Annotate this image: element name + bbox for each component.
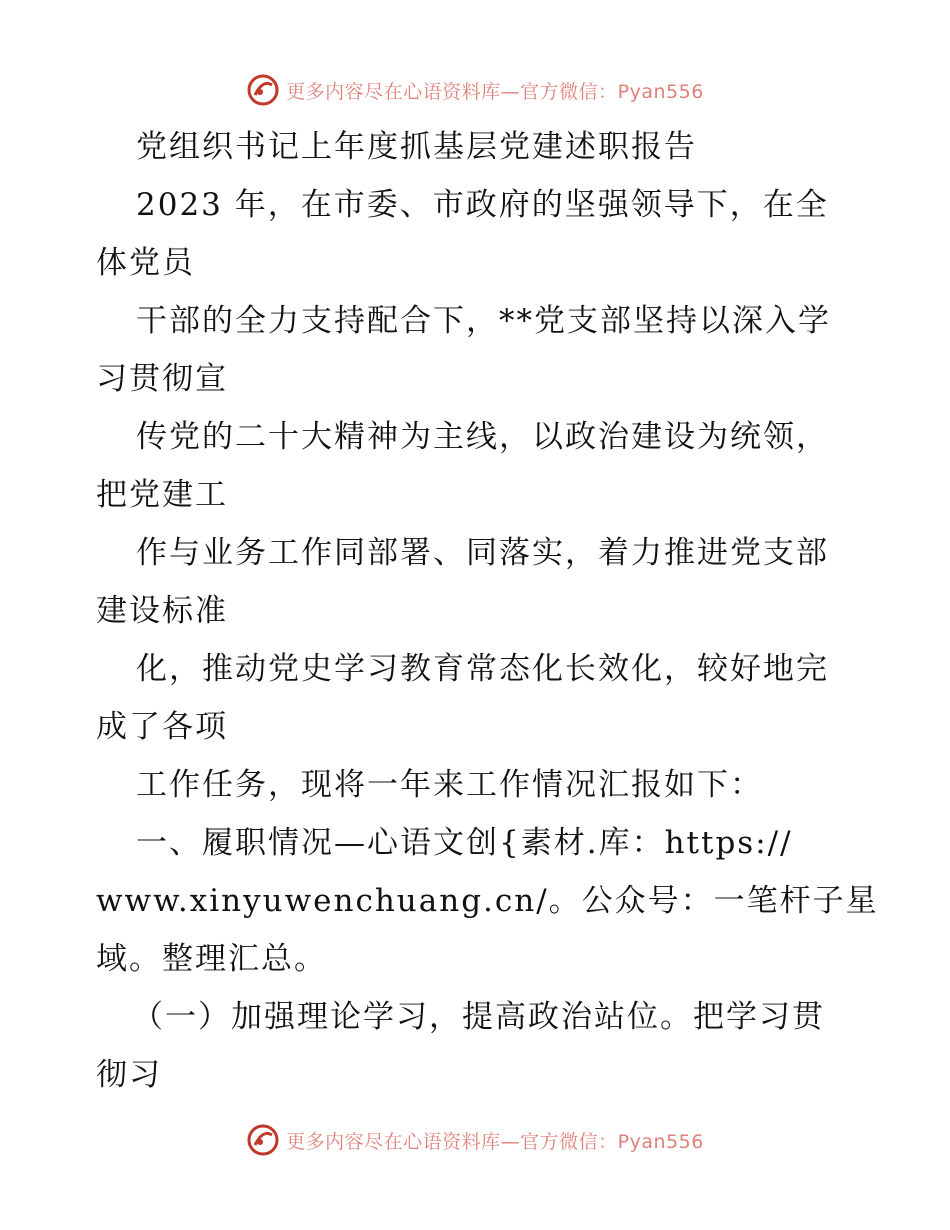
- section-heading: 一、履职情况—心语文创{素材.库：https://: [136, 825, 793, 861]
- document-body: [96, 118, 879, 1104]
- text-line: www.xinyuwenchuang.cn/。公众号：一笔杆子星: [96, 883, 879, 919]
- footer-banner-text: 更多内容尽在心语资料库—官方微信：Pyan556: [286, 1130, 704, 1153]
- header-banner: [0, 70, 950, 110]
- text-line: 2023 年，在市委、市政府的坚强领导下，在全: [136, 187, 829, 223]
- brand-logo-icon: [246, 73, 280, 107]
- subsection-heading: （一）加强理论学习，提高政治站位。把学习贯: [132, 999, 825, 1035]
- text-line: 化，推动党史学习教育常态化长效化，较好地完: [136, 651, 829, 687]
- text-line: 传党的二十大精神为主线，以政治建设为统领，: [136, 419, 829, 455]
- text-line: 体党员: [96, 245, 195, 281]
- text-line: 建设标准: [96, 593, 228, 629]
- text-line: 习贯彻宣: [96, 361, 228, 397]
- text-line: 域。整理汇总。: [96, 941, 327, 977]
- text-line: 彻习: [96, 1057, 162, 1093]
- text-line: 成了各项: [96, 709, 228, 745]
- text-line: 干部的全力支持配合下，**党支部坚持以深入学: [136, 303, 831, 339]
- document-title: 党组织书记上年度抓基层党建述职报告: [136, 129, 697, 165]
- footer-banner: [0, 1120, 950, 1160]
- text-line: 把党建工: [96, 477, 228, 513]
- header-banner-text: 更多内容尽在心语资料库—官方微信：Pyan556: [286, 80, 704, 103]
- text-line: 工作任务，现将一年来工作情况汇报如下：: [136, 767, 763, 803]
- brand-logo-icon: [246, 1123, 280, 1157]
- text-line: 作与业务工作同部署、同落实，着力推进党支部: [136, 535, 829, 571]
